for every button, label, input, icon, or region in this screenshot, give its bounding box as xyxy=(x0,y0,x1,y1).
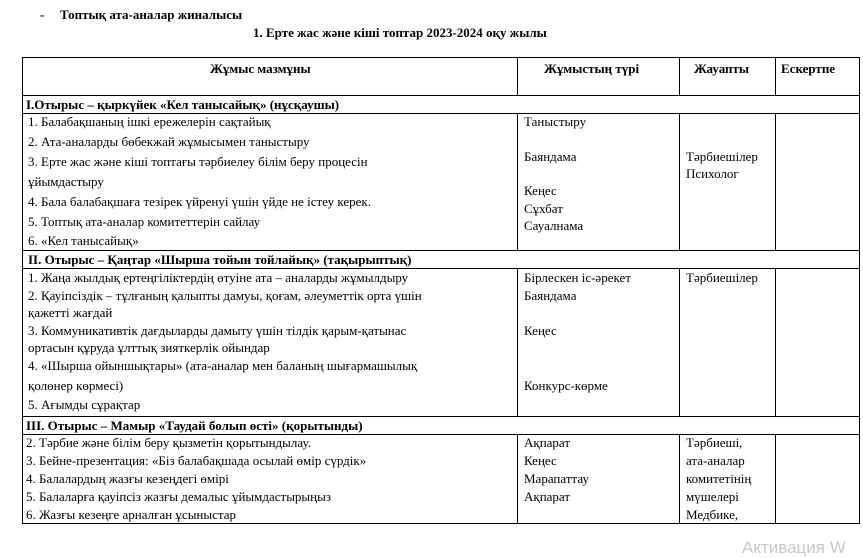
type-line: Сауалнама xyxy=(524,218,584,233)
type-line: Таныстыру xyxy=(524,114,587,129)
content-line: 3. Ерте жас және кіші топтағы тәрбиелеу білім беру процесін xyxy=(28,154,368,169)
col-divider xyxy=(775,113,776,250)
header-content: Жұмыс мазмұны xyxy=(210,61,311,76)
responsible-line: мүшелері xyxy=(686,489,739,504)
type-line: Баяндама xyxy=(524,149,577,164)
header-type: Жұмыстың түрі xyxy=(544,61,640,76)
content-line: 2. Ата-аналарды бөбекжай жұмысымен таныстыру xyxy=(28,134,310,149)
section-title: II. Отырыс – Қаңтар «Шырша тойын тойлайық» (тақырыптық) xyxy=(28,252,412,267)
type-line: Сұхбат xyxy=(524,201,563,216)
header-note: Ескертпе xyxy=(781,61,836,76)
row-divider xyxy=(22,268,860,269)
row-divider xyxy=(22,95,860,96)
content-line: 5. Топтық ата-аналар комитеттерін сайлау xyxy=(28,214,261,229)
responsible-line: Тәрбиешілер xyxy=(686,149,758,164)
responsible-line: комитетінің xyxy=(686,471,752,486)
responsible-line: Психолог xyxy=(686,166,739,181)
content-line: 2. Тәрбие және білім беру қызметін қорытындылау. xyxy=(26,435,311,450)
activation-watermark: Активация W xyxy=(742,538,846,557)
section-title: I.Отырыс – қыркүйек «Кел танысайық» (нұсқаушы) xyxy=(26,97,340,112)
col-divider xyxy=(679,434,680,523)
col-divider xyxy=(517,434,518,523)
content-line: қолөнер көрмесі) xyxy=(28,378,124,393)
content-line: 3. Бейне-презентация: «Біз балабақшада осылай өмір сүрдік» xyxy=(26,453,367,468)
col-divider xyxy=(517,57,518,95)
responsible-line: Медбике, xyxy=(686,507,739,522)
table-border xyxy=(859,57,860,524)
col-divider xyxy=(775,268,776,416)
type-line: Кеңес xyxy=(524,183,557,198)
content-line: 6. Жазғы кезеңге арналған ұсыныстар xyxy=(26,507,236,522)
content-line: 6. «Кел танысайық» xyxy=(28,233,139,248)
type-line: Марапаттау xyxy=(524,471,589,486)
content-line: 1. Балабақшаның ішкі ережелерін сақтайық xyxy=(28,114,271,129)
table-border xyxy=(22,57,23,524)
responsible-line: Тәрбиеші, xyxy=(686,435,743,450)
heading-title: Топтық ата-аналар жиналысы xyxy=(60,7,243,22)
content-line: 1. Жаңа жылдық ертеңгіліктердің өтуіне ата – аналарды жұмылдыру xyxy=(28,270,409,285)
row-divider xyxy=(22,250,860,251)
table-border xyxy=(22,57,860,58)
content-line: 4. «Шырша ойыншықтары» (ата-аналар мен баланың шығармашылық xyxy=(28,358,418,373)
content-line: қажетті жағдай xyxy=(28,305,113,320)
content-line: 5. Ағымды сұрақтар xyxy=(28,397,141,412)
type-line: Ақпарат xyxy=(524,489,571,504)
section-title: III. Отырыс – Мамыр «Таудай болып өсті» (қорытынды) xyxy=(26,418,363,433)
content-line: 4. Бала балабақшаға тезірек үйренуі үшін үйде не істеу керек. xyxy=(28,194,371,209)
type-line: Кеңес xyxy=(524,453,557,468)
col-divider xyxy=(679,268,680,416)
col-divider xyxy=(679,113,680,250)
content-line: 2. Қауіпсіздік – тұлғаның қалыпты дамуы, қоғам, әлеуметтік орта үшін xyxy=(28,288,422,303)
type-line: Ақпарат xyxy=(524,435,571,450)
row-divider xyxy=(22,416,860,417)
col-divider xyxy=(517,268,518,416)
responsible-line: Тәрбиешілер xyxy=(686,270,758,285)
col-divider xyxy=(775,57,776,95)
content-line: 5. Балаларға қауіпсіз жазғы демалыс ұйымдастырыңыз xyxy=(26,489,331,504)
bullet-dash: - xyxy=(40,7,45,22)
col-divider xyxy=(679,57,680,95)
type-line: Баяндама xyxy=(524,288,577,303)
table-border xyxy=(22,523,860,524)
type-line: Конкурс-көрме xyxy=(524,378,608,393)
responsible-line: ата-аналар xyxy=(686,453,745,468)
content-line: 4. Балалардың жазғы кезеңдегі өмірі xyxy=(26,471,229,486)
content-line: ортасын құруда ұлттық зияткерлік ойындар xyxy=(28,340,270,355)
col-divider xyxy=(517,113,518,250)
content-line: ұйымдастыру xyxy=(28,174,104,189)
header-responsible: Жауапты xyxy=(694,61,750,76)
heading-subtitle: 1. Ерте жас және кіші топтар 2023-2024 оқу жылы xyxy=(253,25,547,40)
content-line: 3. Коммуникативтік дағдыларды дамыту үшін тілдік қарым-қатынас xyxy=(28,323,407,338)
col-divider xyxy=(775,434,776,523)
type-line: Бірлескен іс-әрекет xyxy=(524,270,631,285)
type-line: Кеңес xyxy=(524,323,557,338)
